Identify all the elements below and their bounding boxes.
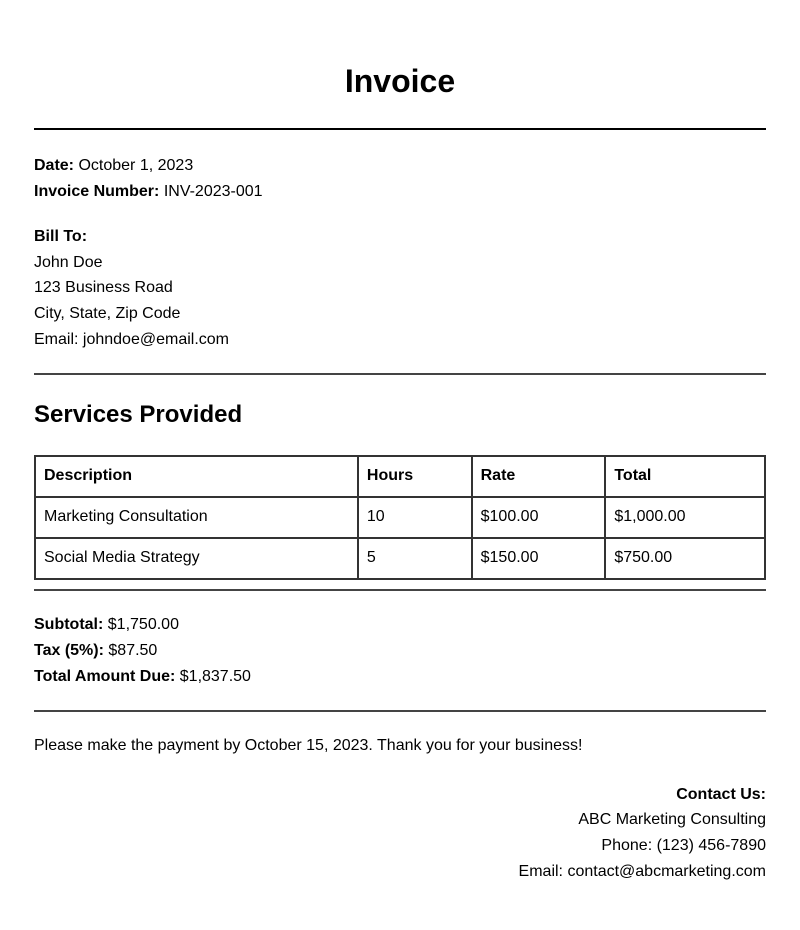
services-heading: Services Provided [34,400,243,428]
contact-label: Contact Us: [676,785,766,803]
date-line [34,153,766,179]
column-header-rate: Rate [472,456,606,497]
invoice-document [34,0,766,884]
table-row [35,538,765,579]
cell-total: $750.00 [605,538,765,579]
subtotal-line [34,612,766,638]
invoice-number-line [34,179,766,205]
subtotal-value: $1,750.00 [107,615,179,633]
table-header-row [35,456,765,497]
tax-value: $87.50 [108,641,158,659]
cell-rate: $100.00 [472,497,606,538]
cell-hours: 10 [358,497,472,538]
column-header-hours: Hours [358,456,472,497]
date-value: October 1, 2023 [78,157,194,174]
invoice-number-label: Invoice Number: [34,183,160,200]
contact-block [34,782,766,885]
total-due-label: Total Amount Due: [34,667,176,685]
cell-description: Marketing Consultation [35,497,358,538]
bill-to-city: City, State, Zip Code [34,305,181,323]
date-label: Date: [34,157,75,174]
section-divider [34,589,766,591]
page-title: Invoice [344,63,456,99]
total-due-value: $1,837.50 [179,667,251,685]
title-divider [34,128,766,130]
section-divider [34,710,766,712]
subtotal-label: Subtotal: [34,615,104,633]
bill-to-block [34,224,766,353]
cell-total: $1,000.00 [605,497,765,538]
invoice-number-value: INV-2023-001 [163,183,263,200]
payment-note: Please make the payment by October 15, 2023. Thank you for your business! [34,736,583,754]
total-due-line [34,664,766,690]
cell-rate: $150.00 [472,538,606,579]
bill-to-label: Bill To: [34,228,88,245]
column-header-total: Total [605,456,765,497]
table-row [35,497,765,538]
bill-to-email: Email: johndoe@email.com [34,330,229,348]
bill-to-name: John Doe [34,253,103,271]
invoice-meta [34,153,766,205]
section-divider [34,373,766,375]
totals-block [34,612,766,690]
column-header-description: Description [35,456,358,497]
tax-line [34,638,766,664]
services-table [34,455,766,580]
contact-email: Email: contact@abcmarketing.com [518,862,766,880]
cell-description: Social Media Strategy [35,538,358,579]
contact-phone: Phone: (123) 456-7890 [601,836,766,854]
cell-hours: 5 [358,538,472,579]
tax-label: Tax (5%): [34,641,104,659]
bill-to-address: 123 Business Road [34,279,173,297]
contact-company: ABC Marketing Consulting [578,811,766,829]
